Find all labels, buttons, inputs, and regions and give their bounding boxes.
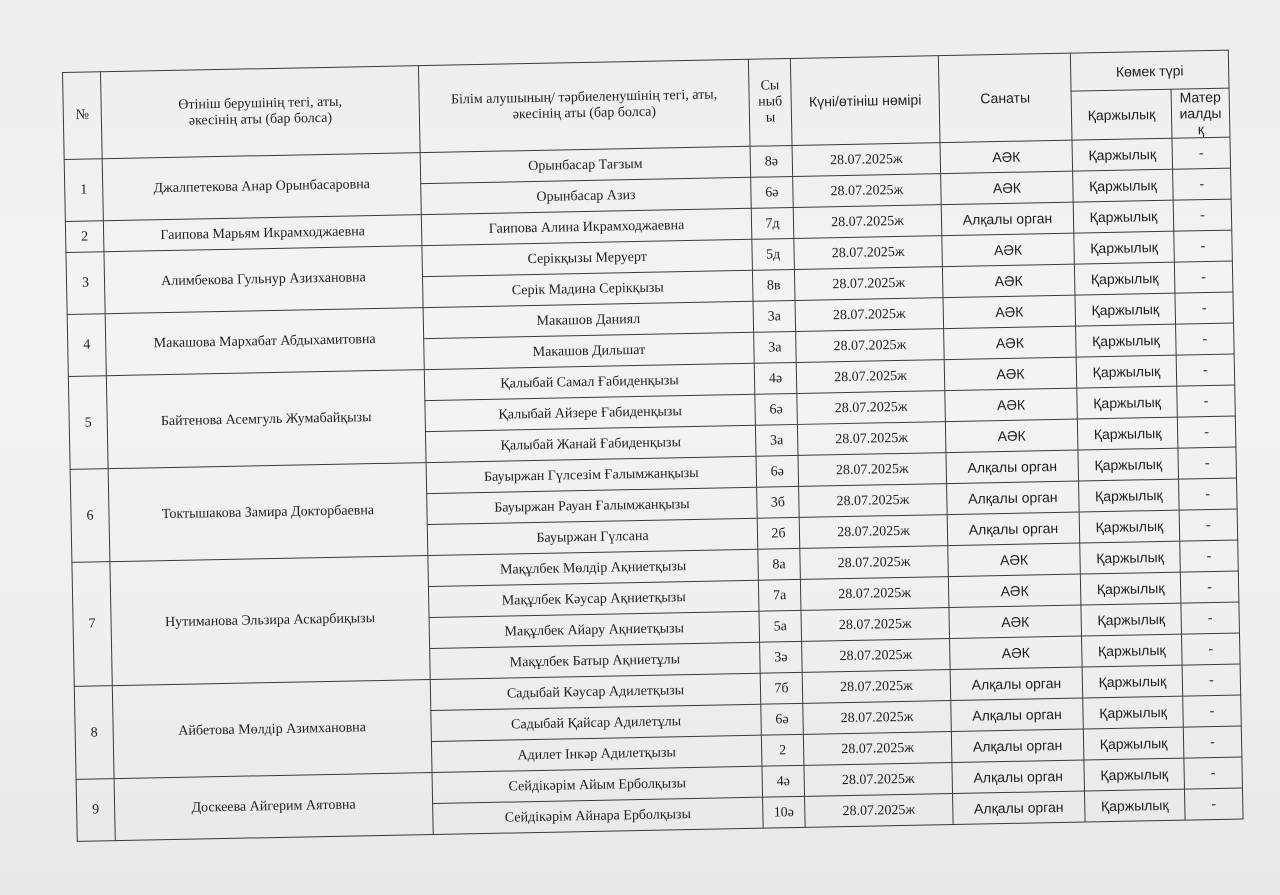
class-cell: 4ә (754, 362, 797, 394)
class-cell: 8а (758, 548, 801, 580)
category-cell: АӘК (942, 233, 1075, 267)
date-cell: 28.07.2025ж (802, 670, 951, 704)
category-cell: Алқалы орган (951, 729, 1084, 763)
date-cell: 28.07.2025ж (800, 577, 949, 611)
financial-aid-cell: Қаржылық (1075, 293, 1176, 326)
material-aid-cell: - (1172, 137, 1231, 169)
financial-aid-cell: Қаржылық (1073, 169, 1174, 202)
document-page (62, 50, 1244, 842)
date-cell: 28.07.2025ж (803, 701, 952, 735)
student-name: Бауыржан Гүлсана (427, 518, 758, 555)
student-name: Макашов Даниял (423, 301, 754, 338)
student-name: Гаипова Алина Икрамходжаевна (421, 208, 752, 245)
financial-aid-cell: Қаржылық (1079, 479, 1180, 512)
category-cell: АӘК (945, 419, 1078, 453)
financial-aid-cell: Қаржылық (1078, 448, 1179, 481)
category-cell: АӘК (945, 388, 1078, 422)
material-aid-cell: - (1183, 695, 1242, 727)
financial-aid-cell: Қаржылық (1083, 727, 1184, 760)
material-aid-cell: - (1179, 478, 1238, 510)
class-cell: 6ә (751, 176, 794, 208)
date-cell: 28.07.2025ж (798, 453, 947, 487)
student-name: Садыбай Кәусар Адилетқызы (430, 673, 761, 710)
header-student: Білім алушының/ тәрбиеленушінің тегі, аты, әкесінің аты (бар болса) (418, 59, 750, 152)
student-name: Адилет Інкәр Адилетқызы (431, 735, 762, 772)
financial-aid-cell: Қаржылық (1083, 696, 1184, 729)
date-cell: 28.07.2025ж (797, 422, 946, 456)
class-cell: 7б (760, 672, 803, 704)
financial-aid-cell: Қаржылық (1084, 789, 1185, 822)
category-cell: АӘК (940, 140, 1073, 174)
class-cell: 8ә (750, 145, 793, 177)
material-aid-cell: - (1175, 292, 1234, 324)
row-number: 3 (66, 252, 105, 315)
material-aid-cell: - (1177, 385, 1236, 417)
table-body (64, 137, 1243, 841)
class-cell: 5а (759, 610, 802, 642)
category-cell: Алқалы орган (941, 202, 1074, 236)
applicant-name: Джалпетекова Анар Орынбасаровна (102, 153, 421, 221)
student-name: Бауыржан Рауан Ғалымжанқызы (427, 487, 758, 524)
date-cell: 28.07.2025ж (799, 484, 948, 518)
material-aid-cell: - (1181, 633, 1240, 665)
row-number: 2 (65, 221, 104, 253)
financial-aid-cell: Қаржылық (1084, 758, 1185, 791)
class-cell: 6ә (755, 393, 798, 425)
category-cell: Алқалы орган (951, 698, 1084, 732)
class-cell: 3а (753, 300, 796, 332)
student-name: Мақұлбек Батыр Ақниетұлы (430, 642, 761, 679)
financial-aid-cell: Қаржылық (1077, 386, 1178, 419)
student-name: Садыбай Қайсар Адилетұлы (431, 704, 762, 741)
category-cell: Алқалы орган (946, 450, 1079, 484)
class-cell: 3б (757, 486, 800, 518)
student-name: Қалыбай Жанай Ғабиденқызы (425, 425, 756, 462)
material-aid-cell: - (1179, 509, 1238, 541)
date-cell: 28.07.2025ж (792, 143, 941, 177)
student-name: Серік Мадина Серікқызы (422, 270, 753, 307)
material-aid-cell: - (1174, 230, 1233, 262)
class-cell: 7д (751, 207, 794, 239)
row-number: 4 (67, 314, 106, 377)
material-aid-cell: - (1183, 726, 1242, 758)
class-cell: 3а (754, 331, 797, 363)
row-number: 5 (68, 376, 108, 470)
material-aid-cell: - (1176, 354, 1235, 386)
financial-aid-cell: Қаржылық (1076, 324, 1177, 357)
aid-register-table (62, 50, 1244, 842)
applicant-name: Гаипова Марьям Икрамходжаевна (103, 215, 422, 252)
material-aid-cell: - (1173, 168, 1232, 200)
category-cell: АӘК (944, 357, 1077, 391)
student-name: Орынбасар Тағзым (420, 146, 751, 183)
financial-aid-cell: Қаржылық (1081, 603, 1182, 636)
student-name: Сейдікәрім Айым Ерболқызы (432, 766, 763, 803)
student-name: Қалыбай Самал Ғабиденқызы (424, 363, 755, 400)
category-cell: Алқалы орган (947, 512, 1080, 546)
header-applicant: Өтініш берушінің тегі, аты, әкесінің аты (бар болса) (101, 66, 421, 159)
header-date: Күні/өтініш нөмірі (790, 56, 940, 146)
student-name: Мақұлбек Айару Ақниетқызы (429, 611, 760, 648)
material-aid-cell: - (1184, 757, 1243, 789)
date-cell: 28.07.2025ж (801, 608, 950, 642)
date-cell: 28.07.2025ж (793, 174, 942, 208)
student-name: Орынбасар Азиз (421, 177, 752, 214)
date-cell: 28.07.2025ж (803, 732, 952, 766)
header-financial: Қаржылық (1071, 89, 1172, 140)
class-cell: 4ә (762, 765, 805, 797)
financial-aid-cell: Қаржылық (1073, 200, 1174, 233)
category-cell: Алқалы орган (947, 481, 1080, 515)
category-cell: АӘК (949, 605, 1082, 639)
category-cell: Алқалы орган (953, 791, 1086, 825)
student-name: Бауыржан Гүлсезім Ғалымжанқызы (426, 456, 757, 493)
date-cell: 28.07.2025ж (795, 298, 944, 332)
category-cell: АӘК (941, 171, 1074, 205)
student-name: Макашов Дильшат (424, 332, 755, 369)
header-number: № (63, 72, 103, 160)
financial-aid-cell: Қаржылық (1074, 231, 1175, 264)
date-cell: 28.07.2025ж (802, 639, 951, 673)
class-cell: 2б (757, 517, 800, 549)
material-aid-cell: - (1180, 571, 1239, 603)
date-cell: 28.07.2025ж (796, 329, 945, 363)
student-name: Қалыбай Айзере Ғабиденқызы (425, 394, 756, 431)
material-aid-cell: - (1181, 602, 1240, 634)
material-aid-cell: - (1178, 447, 1237, 479)
class-cell: 8в (752, 269, 795, 301)
financial-aid-cell: Қаржылық (1079, 510, 1180, 543)
material-aid-cell: - (1176, 323, 1235, 355)
header-category: Санаты (938, 53, 1072, 143)
material-aid-cell: - (1174, 261, 1233, 293)
financial-aid-cell: Қаржылық (1077, 417, 1178, 450)
student-name: Мақұлбек Мөлдір Ақниетқызы (428, 549, 759, 586)
date-cell: 28.07.2025ж (799, 515, 948, 549)
date-cell: 28.07.2025ж (796, 360, 945, 394)
header-class: Сыныбы (748, 59, 792, 147)
category-cell: Алқалы орган (950, 667, 1083, 701)
applicant-name: Байтенова Асемгуль Жумабайқызы (106, 370, 426, 469)
applicant-name: Нутиманова Эльзира Аскарбиқызы (110, 556, 430, 686)
category-cell: АӘК (944, 326, 1077, 360)
date-cell: 28.07.2025ж (800, 546, 949, 580)
class-cell: 7а (758, 579, 801, 611)
student-name: Мақұлбек Кәусар Ақниетқызы (428, 580, 759, 617)
date-cell: 28.07.2025ж (797, 391, 946, 425)
category-cell: АӘК (948, 543, 1081, 577)
material-aid-cell: - (1182, 664, 1241, 696)
material-aid-cell: - (1180, 540, 1239, 572)
category-cell: Алқалы орган (952, 760, 1085, 794)
row-number: 8 (74, 686, 114, 780)
date-cell: 28.07.2025ж (794, 236, 943, 270)
header-material: Материалдық (1171, 88, 1230, 138)
row-number: 1 (64, 159, 103, 222)
financial-aid-cell: Қаржылық (1076, 355, 1177, 388)
category-cell: АӘК (942, 264, 1075, 298)
date-cell: 28.07.2025ж (793, 205, 942, 239)
row-number: 9 (76, 779, 115, 842)
material-aid-cell: - (1184, 788, 1243, 820)
header-aid-type: Көмек түрі (1070, 50, 1229, 91)
material-aid-cell: - (1173, 199, 1232, 231)
class-cell: 5д (752, 238, 795, 270)
class-cell: 3ә (760, 641, 803, 673)
class-cell: 3а (755, 424, 798, 456)
applicant-name: Доскеева Айгерим Аятовна (114, 773, 433, 841)
applicant-name: Токтышакова Замира Докторбаевна (108, 463, 428, 562)
financial-aid-cell: Қаржылық (1080, 572, 1181, 605)
row-number: 6 (70, 469, 110, 563)
applicant-name: Алимбекова Гульнур Азизхановна (104, 246, 423, 314)
date-cell: 28.07.2025ж (805, 794, 954, 828)
financial-aid-cell: Қаржылық (1082, 665, 1183, 698)
financial-aid-cell: Қаржылық (1080, 541, 1181, 574)
class-cell: 6ә (761, 703, 804, 735)
applicant-name: Айбетова Мөлдір Азимхановна (112, 680, 432, 779)
date-cell: 28.07.2025ж (794, 267, 943, 301)
financial-aid-cell: Қаржылық (1074, 262, 1175, 295)
category-cell: АӘК (950, 636, 1083, 670)
student-name: Серікқызы Меруерт (422, 239, 753, 276)
financial-aid-cell: Қаржылық (1072, 138, 1173, 171)
category-cell: АӘК (943, 295, 1076, 329)
class-cell: 2 (761, 734, 804, 766)
financial-aid-cell: Қаржылық (1082, 634, 1183, 667)
material-aid-cell: - (1177, 416, 1236, 448)
student-name: Сейдікәрім Айнара Ерболқызы (433, 797, 764, 834)
date-cell: 28.07.2025ж (804, 763, 953, 797)
applicant-name: Макашова Мархабат Абдыхамитовна (105, 308, 424, 376)
class-cell: 6ә (756, 455, 799, 487)
row-number: 7 (72, 562, 112, 687)
class-cell: 10ә (763, 796, 806, 828)
category-cell: АӘК (948, 574, 1081, 608)
